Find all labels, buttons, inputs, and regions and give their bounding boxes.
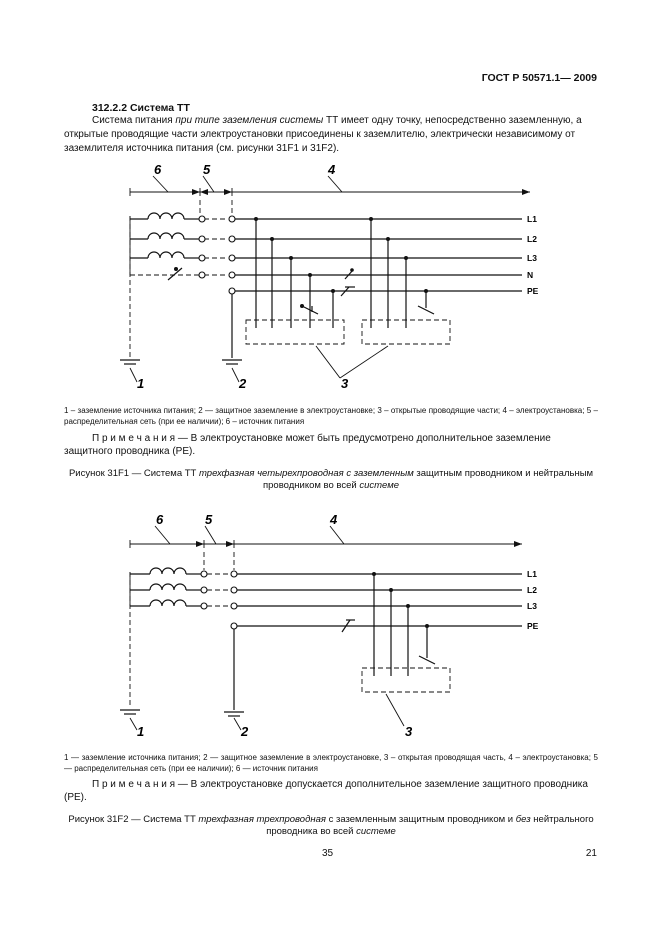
label-pe: PE: [527, 286, 539, 296]
label-l2: L2: [527, 585, 537, 595]
bus-lines: [237, 574, 522, 626]
caption2-part-6: системе: [356, 826, 396, 837]
label-l3: L3: [527, 253, 537, 263]
figure2-note-text: — В электроустановке допускается дополнительное заземление защитного проводника (РЕ).: [64, 779, 588, 803]
callout-5: 5: [203, 162, 211, 177]
para-part-2: при типе заземления системы: [175, 115, 324, 126]
dimension-arrows: [130, 526, 522, 548]
callout-3: 3: [341, 376, 349, 391]
standard-number: ГОСТ Р 50571.1— 2009: [481, 72, 597, 84]
callout-6: 6: [156, 512, 164, 527]
figure2-note: [64, 778, 598, 804]
figure2-legend: 1 — заземление источника питания; 2 — защитное заземление в электроустановке, 3 – открытая проводящая часть, 4 – электроустановка; 5 — распределительная сеть (при ее наличии); 6 — источник питания: [64, 753, 598, 773]
callout-4: 4: [328, 162, 336, 177]
caption1-part-4: системе: [359, 480, 399, 491]
figure1-note-text: — В электроустановке может быть предусмотрено дополнительное заземление защитного проводника (РЕ).: [64, 433, 551, 457]
page-number-right: 21: [585, 848, 597, 859]
caption2-part-3: с заземленным защитным проводником и: [325, 814, 516, 825]
label-l3: L3: [527, 601, 537, 611]
callout-4: 4: [330, 512, 338, 527]
installation-box-1: [246, 320, 344, 344]
terminals: [199, 216, 235, 294]
source-windings: [130, 213, 200, 280]
figure-31f2-diagram: [0, 508, 661, 748]
section-paragraph: [64, 114, 598, 156]
figure-31f1-diagram: [0, 160, 661, 400]
caption1-part-1: Рисунок 31F1 — Система ТТ: [68, 468, 199, 479]
caption2-part-1: Рисунок 31F2 — Система ТТ: [68, 814, 199, 825]
installation-box: [362, 668, 450, 692]
figure2-note-label: П р и м е ч а н и я: [92, 779, 176, 790]
label-pe: PE: [527, 621, 539, 631]
para-part-3: ТТ имеет одну точку, непосредственно заземленную, а открытые проводящие части электроустановки присоединены к заземлителю, электрически независимому от заземлителя источника питания (см. рисунки 31F1 и 31F2).: [64, 115, 582, 154]
callout-2: 2: [241, 724, 249, 739]
dimension-arrows: [130, 176, 530, 196]
figure1-note-label: П р и м е ч а н и я: [92, 433, 176, 444]
bus-lines: [235, 219, 522, 291]
caption2-part-5: нейтрального проводника во всей: [266, 814, 594, 837]
figure2-caption: [64, 814, 598, 838]
caption2-part-4: без: [515, 814, 531, 825]
caption1-part-3: защитным проводником и нейтральным проводником во всей: [263, 468, 594, 491]
callout-5: 5: [205, 512, 213, 527]
label-l2: L2: [527, 234, 537, 244]
page-number-center: 35: [322, 848, 334, 859]
figure1-note: [64, 432, 598, 458]
label-n: N: [527, 270, 534, 280]
para-part-1: Система питания: [92, 115, 176, 126]
terminals: [201, 571, 237, 629]
caption2-part-2: трехфазная трехпроводная: [198, 814, 326, 825]
figure1-caption: [64, 468, 598, 492]
source-windings: [130, 568, 201, 606]
figure1-legend: 1 – заземление источника питания; 2 — защитное заземление в электроустановке; 3 – открытые проводящие части; 4 – электроустановка; 5 – распределительная сеть (при ее наличии); 6 – источник питания: [64, 406, 598, 426]
callout-1: 1: [137, 724, 145, 739]
callout-1: 1: [137, 376, 145, 391]
caption1-part-2: трехфазная четырехпроводная с заземленным: [198, 468, 414, 479]
callout-2: 2: [239, 376, 247, 391]
label-l1: L1: [527, 569, 537, 579]
callout-3: 3: [405, 724, 413, 739]
label-l1: L1: [527, 214, 537, 224]
callout-6: 6: [154, 162, 162, 177]
section-title: 312.2.2 Система ТТ: [92, 102, 190, 114]
